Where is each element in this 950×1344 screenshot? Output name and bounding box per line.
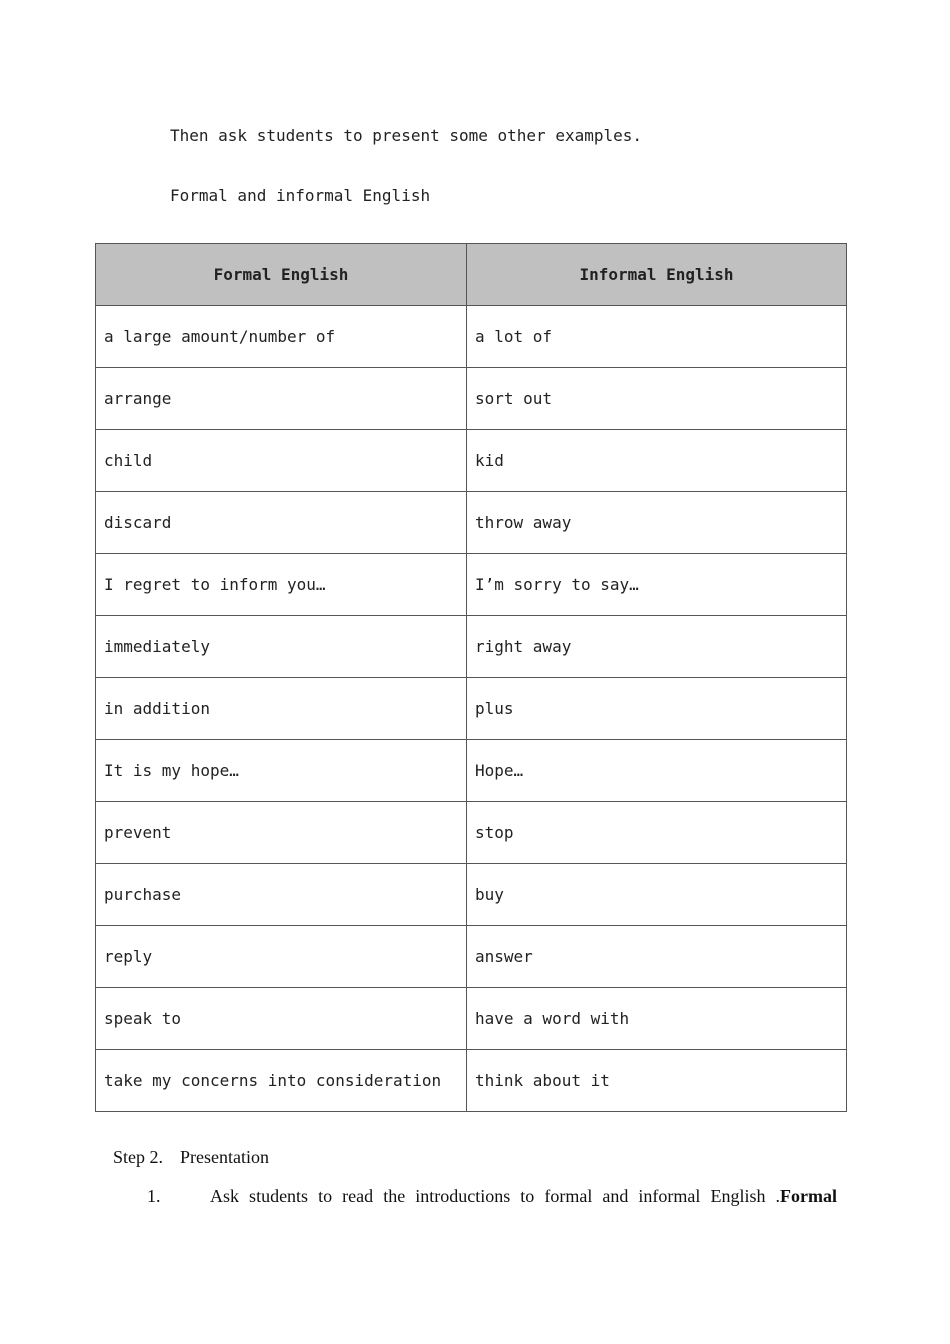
table-row: [96, 740, 847, 802]
header-formal: Formal English: [96, 244, 467, 306]
informal-cell: answer: [467, 926, 847, 988]
formal-cell: a large amount/number of: [96, 306, 467, 368]
formal-cell: speak to: [96, 988, 467, 1050]
table-row: [96, 430, 847, 492]
intro-line: Then ask students to present some other examples.: [170, 126, 643, 145]
table-row: [96, 678, 847, 740]
informal-cell: stop: [467, 802, 847, 864]
informal-cell: buy: [467, 864, 847, 926]
informal-cell: Hope…: [467, 740, 847, 802]
table-row: [96, 864, 847, 926]
informal-cell: I’m sorry to say…: [467, 554, 847, 616]
formal-cell: discard: [96, 492, 467, 554]
formal-cell: in addition: [96, 678, 467, 740]
list-item-index: 1.: [147, 1186, 161, 1206]
informal-cell: sort out: [467, 368, 847, 430]
formal-cell: child: [96, 430, 467, 492]
table-row: [96, 616, 847, 678]
table-header-row: [96, 244, 847, 306]
list-item-bold-tail: Formal: [780, 1186, 837, 1206]
table-row: [96, 988, 847, 1050]
formal-cell: I regret to inform you…: [96, 554, 467, 616]
table-row: [96, 802, 847, 864]
informal-cell: plus: [467, 678, 847, 740]
header-informal: Informal English: [467, 244, 847, 306]
informal-cell: kid: [467, 430, 847, 492]
informal-cell: throw away: [467, 492, 847, 554]
list-item-text: [210, 1186, 837, 1207]
step-title: Presentation: [180, 1147, 269, 1167]
list-item-body: Ask students to read the introductions to formal and informal English .: [210, 1186, 781, 1206]
formal-cell: arrange: [96, 368, 467, 430]
table-row: [96, 492, 847, 554]
formal-cell: take my concerns into consideration: [96, 1050, 467, 1112]
table-row: [96, 368, 847, 430]
informal-cell: think about it: [467, 1050, 847, 1112]
table-caption: Formal and informal English: [170, 186, 431, 205]
informal-cell: have a word with: [467, 988, 847, 1050]
informal-cell: a lot of: [467, 306, 847, 368]
table-row: [96, 1050, 847, 1112]
table-row: [96, 554, 847, 616]
formal-cell: purchase: [96, 864, 467, 926]
formal-cell: It is my hope…: [96, 740, 467, 802]
formal-cell: immediately: [96, 616, 467, 678]
formal-cell: reply: [96, 926, 467, 988]
table-row: [96, 926, 847, 988]
table-row: [96, 306, 847, 368]
vocabulary-table: [95, 243, 847, 1112]
formal-cell: prevent: [96, 802, 467, 864]
step-heading: [113, 1147, 269, 1168]
step-number: Step 2.: [113, 1147, 164, 1167]
informal-cell: right away: [467, 616, 847, 678]
